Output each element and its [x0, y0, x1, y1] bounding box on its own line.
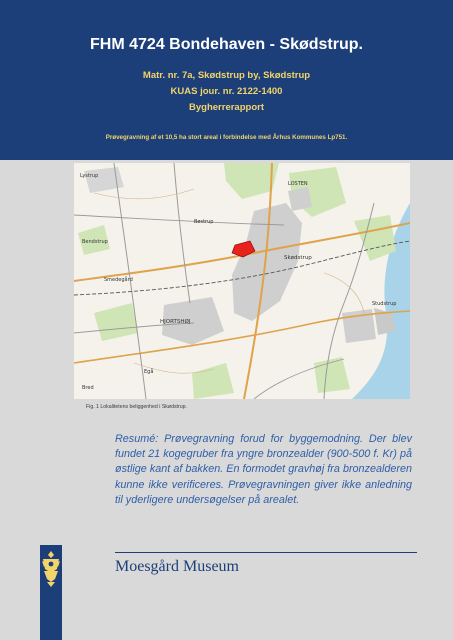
map-label: Egå [144, 369, 154, 375]
map-label: HJORTSHØJ [160, 319, 191, 325]
map-label: Skødstrup [284, 255, 312, 261]
museum-name: Moesgård Museum [115, 558, 239, 575]
cadastral-line: Matr. nr. 7a, Skødstrup by, Skødstrup [142, 70, 311, 81]
map-label: LOSTEN [288, 181, 308, 187]
project-description: Prøvegravning af et 10,5 ha stort areal i forbindelse med Århus Kommunes Lp751. [105, 134, 348, 141]
location-map [74, 163, 410, 399]
map-label: Bøstrup [194, 219, 214, 225]
summary-text: Resumé: Prøvegravning forud for byggemodning. Der blev fundet 21 kogegruber fra yngre bronzealder (900-500 f. Kr) på østlige kant af bakken. En formodet gravhøj fra bronzealderen kunne ikke verificeres. Prøvegravningen giver ikke anledning til yderligere undersøgelser på arealet. [115, 433, 412, 506]
report-type: Bygherrerapport [189, 102, 264, 113]
map-label: Lystrup [80, 173, 99, 179]
figure-caption: Fig. 1 Lokalitetens beliggenhed i Skødstrup. [86, 404, 187, 410]
map-label: Studstrup [372, 301, 397, 307]
report-title: FHM 4724 Bondehaven - Skødstrup. [90, 36, 363, 53]
journal-number: KUAS jour. nr. 2122-1400 [170, 86, 283, 97]
map-graphic [74, 163, 410, 399]
map-label: Bred [82, 385, 94, 391]
footer-rule [115, 552, 417, 553]
museum-logo-icon [40, 549, 62, 594]
map-label: Smedegård [104, 277, 133, 283]
map-label: Bendstrup [82, 239, 108, 245]
